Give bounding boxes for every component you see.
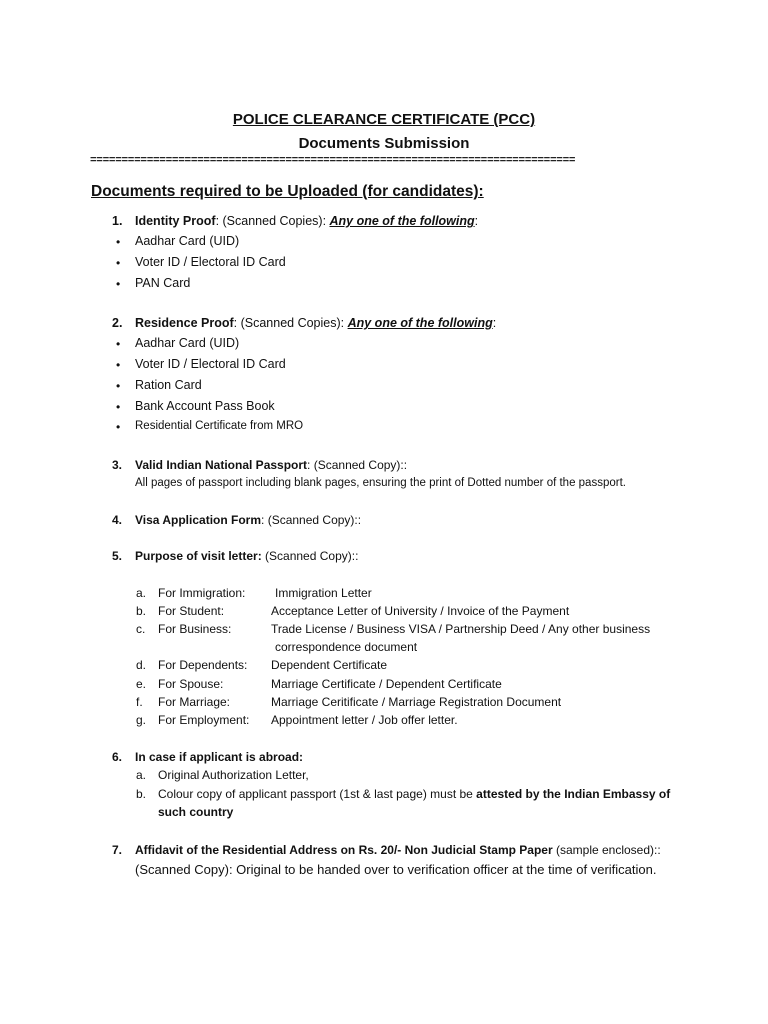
sub-item-letter: g. — [136, 713, 147, 727]
purpose-key: For Marriage: — [158, 695, 231, 709]
bullet: • — [116, 235, 121, 249]
item-1-number: 1. — [112, 214, 123, 228]
item-1-emphasis: Any one of the following — [329, 214, 475, 228]
purpose-key: For Business: — [158, 622, 232, 636]
sub-item-letter: c. — [136, 622, 146, 636]
item-5-heading — [135, 549, 358, 563]
list-item: Voter ID / Electoral ID Card — [135, 255, 286, 269]
list-item: Bank Account Pass Book — [135, 399, 275, 413]
separator-rule: ============================================================================= — [90, 155, 576, 167]
purpose-value: Appointment letter / Job offer letter. — [271, 713, 458, 727]
item-3-description: All pages of passport including blank pages, ensuring the print of Dotted number of the passport. — [135, 477, 626, 489]
abroad-item-a: Original Authorization Letter, — [158, 768, 309, 782]
purpose-key: For Spouse: — [158, 677, 224, 691]
purpose-value-continued: correspondence document — [275, 640, 418, 654]
item-6-heading: In case if applicant is abroad: — [135, 750, 304, 764]
list-item: Residential Certificate from MRO — [135, 420, 304, 432]
document-title: POLICE CLEARANCE CERTIFICATE (PCC) — [232, 111, 536, 128]
bullet: • — [116, 358, 121, 372]
item-7-number: 7. — [112, 843, 123, 857]
purpose-value: Dependent Certificate — [271, 658, 388, 672]
list-item: Aadhar Card (UID) — [135, 336, 240, 350]
item-6-number: 6. — [112, 750, 123, 764]
item-2-label: Residence Proof — [135, 316, 234, 330]
item-2-mid: : (Scanned Copies): — [233, 316, 348, 330]
item-5-rest: (Scanned Copy):: — [261, 549, 359, 563]
sub-item-letter: b. — [136, 604, 147, 618]
abroad-item-b-continued: such country — [158, 805, 234, 819]
item-4-rest: : (Scanned Copy):: — [261, 513, 362, 527]
document-subtitle: Documents Submission — [298, 135, 470, 152]
item-1-end: : — [474, 214, 479, 228]
item-2-end: : — [492, 316, 497, 330]
item-1-mid: : (Scanned Copies): — [215, 214, 330, 228]
item-1-label: Identity Proof — [135, 214, 216, 228]
purpose-value: Immigration Letter — [275, 586, 372, 600]
item-4-number: 4. — [112, 513, 123, 527]
purpose-key: For Dependents: — [158, 658, 248, 672]
sub-item-letter: a. — [136, 768, 147, 782]
purpose-key: For Student: — [158, 604, 225, 618]
bullet: • — [116, 400, 121, 414]
purpose-value: Marriage Certificate / Dependent Certificate — [271, 677, 502, 691]
item-5-label: Purpose of visit letter: — [135, 549, 262, 563]
item-5-number: 5. — [112, 549, 123, 563]
purpose-key: For Immigration: — [158, 586, 246, 600]
purpose-value: Marriage Ceritificate / Marriage Registration Document — [271, 695, 562, 709]
item-2-heading — [135, 316, 496, 330]
list-item: PAN Card — [135, 276, 191, 290]
purpose-key: For Employment: — [158, 713, 250, 727]
item-4-heading — [135, 513, 361, 527]
item-1-heading — [135, 214, 478, 228]
item-2-emphasis: Any one of the following — [347, 316, 493, 330]
sub-item-letter: a. — [136, 586, 147, 600]
purpose-value: Acceptance Letter of University / Invoice of the Payment — [271, 604, 570, 618]
item-3-number: 3. — [112, 458, 123, 472]
purpose-value: Trade License / Business VISA / Partnership Deed / Any other business — [271, 622, 651, 636]
bullet: • — [116, 277, 121, 291]
sub-item-letter: f. — [136, 695, 143, 709]
abroad-item-b — [158, 787, 670, 801]
item-7-rest: (sample enclosed):: — [552, 843, 661, 857]
section-heading: Documents required to be Uploaded (for candidates): — [91, 183, 484, 200]
item-7-label: Affidavit of the Residential Address on Rs. 20/- Non Judicial Stamp Paper — [135, 843, 553, 857]
item-2-number: 2. — [112, 316, 123, 330]
item-3-rest: : (Scanned Copy):: — [307, 458, 408, 472]
item-3-heading — [135, 458, 407, 472]
sub-item-letter: e. — [136, 677, 147, 691]
bullet: • — [116, 420, 121, 434]
abroad-item-b-text: Colour copy of applicant passport (1st & last page) must be — [158, 787, 477, 801]
sub-item-letter: d. — [136, 658, 147, 672]
item-4-label: Visa Application Form — [135, 513, 262, 527]
abroad-item-b-bold: attested by the Indian Embassy of — [476, 787, 671, 801]
item-7-heading — [135, 843, 661, 857]
bullet: • — [116, 379, 121, 393]
list-item: Voter ID / Electoral ID Card — [135, 357, 286, 371]
item-3-label: Valid Indian National Passport — [135, 458, 308, 472]
list-item: Aadhar Card (UID) — [135, 234, 240, 248]
bullet: • — [116, 337, 121, 351]
bullet: • — [116, 256, 121, 270]
item-7-description: (Scanned Copy): Original to be handed over to verification officer at the time of verification. — [135, 862, 657, 877]
sub-item-letter: b. — [136, 787, 147, 801]
list-item: Ration Card — [135, 378, 202, 392]
